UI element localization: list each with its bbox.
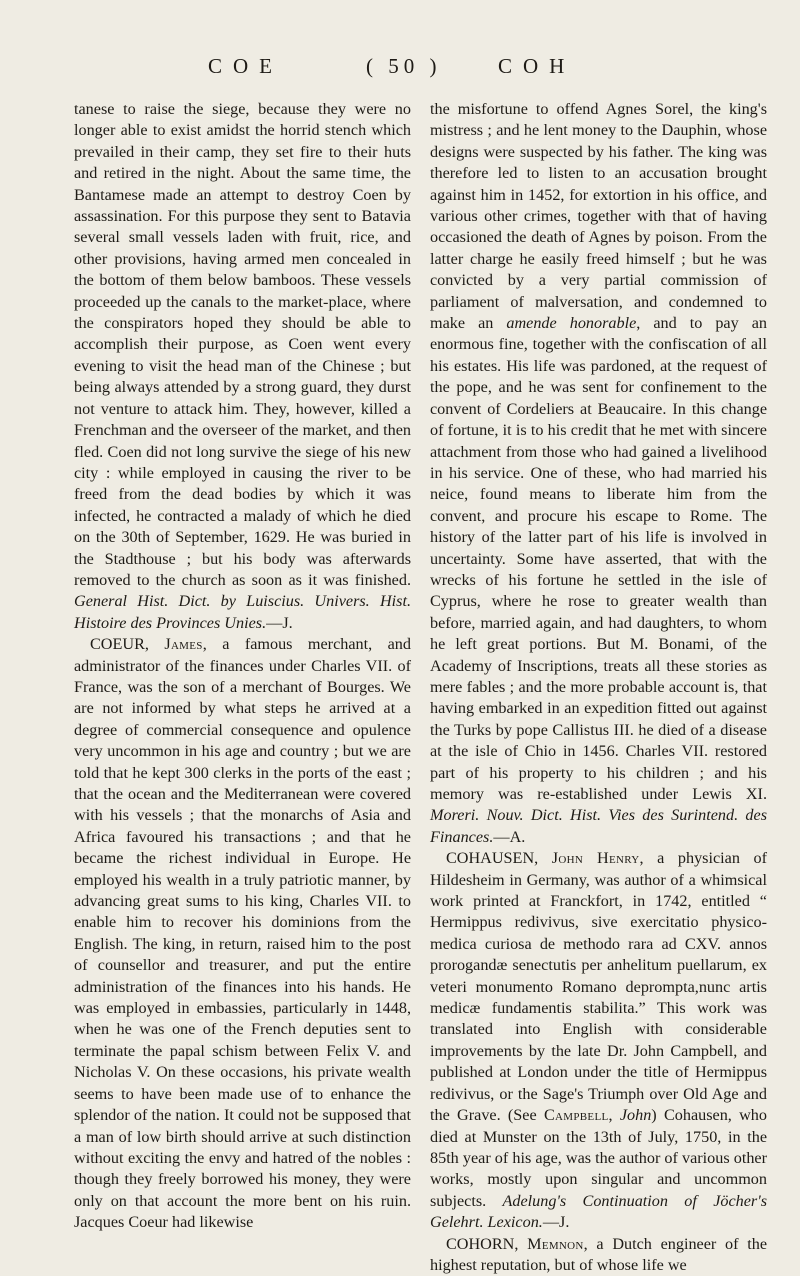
right-column xyxy=(430,99,767,1276)
text-run: Campbell xyxy=(543,1106,609,1125)
text-run: —A. xyxy=(493,827,526,846)
entry-continuation xyxy=(430,99,767,848)
entry-headword: COEUR, xyxy=(90,635,165,654)
italic-text: John xyxy=(619,1106,652,1125)
entry-headword: COHORN, xyxy=(446,1234,528,1253)
text-run: —J. xyxy=(542,1213,570,1232)
text-run: tanese to raise the siege, because they were no longer able to exist amidst the horrid stench which prevailed in their camp, they set fire to their huts and retired in the night. About the same time, the Bantamese made an attempt to destroy Coen by assassination. For this purpose they sent to Batavia several small vessels laden with fruit, rice, and other provisions, having armed men concealed in the bottom of them below bamboos. These vessels proceeded up the canals to the market-place, where the conspirators hoped they should be able to accomplish their purpose, as Coen went every evening to visit the head man of the Chinese ; but being always attended by a strong guard, they durst not venture to attack him. They, however, killed a Frenchman and the overseer of the market, and then fled. Coen did not long survive the siege of his new city : while employed in causing the river to be freed from the dead bodies by which it was infected, he contracted a malady of which he died on the 30th of September, 1629. He was buried in the Stadthouse ; but his body was afterwards removed to the church as soon as it was finished. xyxy=(74,100,411,589)
dictionary-entry xyxy=(430,848,767,1233)
text-run: , and to pay an enormous fine, together with the confiscation of all his estates. His life was pardoned, at the request of the pope, and he was sent for confinement to the convent of Cordeliers at Beaucaire. In this change of fortune, it is to his credit that he met with sincere attachment from those who had gained a livelihood in his service. One of these, who had married his neice, found means to liberate him from the convent, and procure his escape to Rome. The history of the latter part of his life is involved in uncertainty. Some have asserted, that with the wrecks of his fortune he settled in the isle of Cyprus, where he rose to greater wealth than before, married again, and had daughters, to whom he left great portions. But M. Bonami, of the Academy of Inscriptions, treats all these stories as mere fables ; and the more probable account is, that having embarked in an expedition fitted out against the Turks by pope Callistus III. he died of a disease at the isle of Chio in 1456. Charles VII. restored part of his property to his children ; and his memory was re-established under Lewis XI. xyxy=(430,314,767,803)
text-run: , a physician of Hildesheim in Germany, was author of a whimsical work printed at Franckfort, in 1742, entitled “ Hermippus redivivus, sive exercitatio physico-medica curiosa de methodo rara ad CXV. annos prorogandæ senectutis per anhelitum puellarum, ex veteri monumento Romano depromptа,nunc artis medicæ fundamentis stabilita.” This work was translated into English with considerable improvements by the late Dr. John Campbell, and published at London under the title of Hermippus redivivus, or the Sage's Triumph over Old Age and the Grave. (See xyxy=(430,849,767,1125)
text-run: the misfortune to offend Agnes Sorel, the king's mistress ; and he lent money to the Dauphin, whose designs were suspected by his father. The king was therefore led to listen to an accusation brought against him in 1452, for extortion in his office, and various other crimes, together with that of having occasioned the death of Agnes by poison. From the latter charge he easily freed himself ; but he was convicted by a very partial commission of parliament of malversation, and condemned to make an xyxy=(430,100,767,333)
dictionary-entry xyxy=(74,634,411,1233)
dictionary-entry xyxy=(430,1234,767,1276)
text-run: John Henry xyxy=(551,849,640,868)
running-head-left: COE xyxy=(208,54,283,78)
text-run: Memnon xyxy=(527,1234,584,1253)
text-run: , xyxy=(608,1106,620,1125)
italic-text: General Hist. Dict. by Luiscius. Univers. Hist. Histoire des Provinces Unies. xyxy=(74,592,411,632)
running-head xyxy=(0,42,800,82)
entry-continuation xyxy=(74,99,411,634)
page-number: ( 50 ) xyxy=(366,54,442,78)
text-run: , a Dutch engineer of the highest reputation, but of whose life we xyxy=(430,1234,767,1274)
running-head-right: COH xyxy=(498,54,576,78)
text-run: ) Cohausen, who died at Munster on the 13th of July, 1750, in the 85th year of his age, was the author of various other works, mostly upon singular and uncommon subjects. xyxy=(430,1106,767,1210)
italic-text: Moreri. Nouv. Dict. Hist. Vies des Surintend. des Finances. xyxy=(430,806,767,846)
italic-text: amende honorable xyxy=(506,314,637,333)
italic-text: Adelung's Continuation of Jöcher's Gelehrt. Lexicon. xyxy=(430,1191,767,1232)
entry-headword: COHAUSEN, xyxy=(446,849,552,868)
text-run: —J. xyxy=(266,613,293,632)
left-column xyxy=(74,99,411,1234)
text-run: , a famous merchant, and administrator of the finances under Charles VII. of France, was the son of a merchant of Bourges. We are not informed by what steps he arrived at a degree of commercial consequence and opulence very uncommon in his age and country ; but we are told that he kept 300 clerks in the ports of the east ; that the ocean and the Mediterranean were covered with his vessels ; that the monarchs of Asia and Africa favoured his transactions ; and that he became the richest individual in Europe. He employed his wealth in a truly patriotic manner, by advancing great sums to his king, Charles VII. to enable him to recover his dominions from the English. The king, in return, raised him to the post of counsellor and treasurer, and put the entire administration of the finances into his hands. He was employed in embassies, particularly in 1448, when he was one of the French deputies sent to terminate the papal schism between Felix V. and Nicholas V. On these occasions, his private wealth seems to have been made use of to enhance the splendor of the nation. It could not be supposed that a man of low birth should arrive at such distinction without exciting the envy and hatred of the nobles : though they freely borrowed his money, they were only on that account the more bent on his ruin. Jacques Coeur had likewise xyxy=(74,635,411,1232)
text-run: James xyxy=(164,635,203,654)
